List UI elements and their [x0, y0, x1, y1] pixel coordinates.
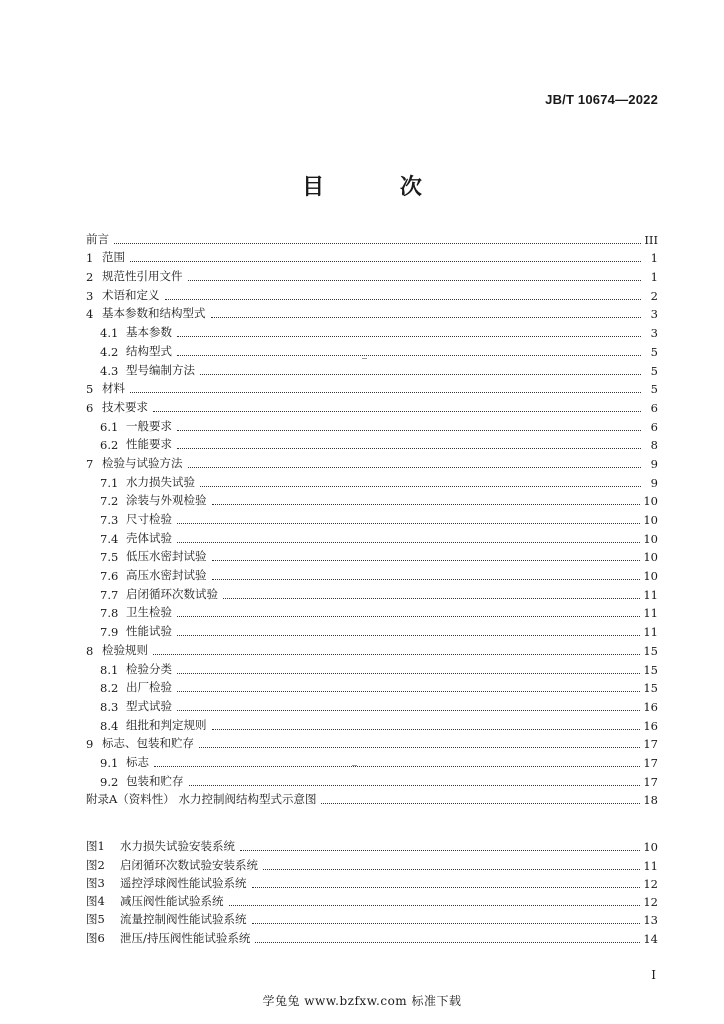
section-number: 3 — [86, 288, 94, 303]
page-ref: 15 — [643, 643, 658, 658]
section-number: 4.2 — [100, 344, 119, 359]
dot-leader — [165, 299, 642, 300]
page-ref: 11 — [643, 606, 658, 621]
section-number: 7.8 — [100, 606, 119, 621]
dot-leader — [211, 317, 642, 318]
toc-entry[interactable] — [86, 359, 658, 378]
toc-entry[interactable] — [86, 770, 658, 789]
section-title: 标志、包装和贮存 — [102, 736, 194, 751]
section-number: 4 — [86, 307, 94, 322]
figure-title: 减压阀性能试验系统 — [120, 894, 224, 909]
dot-leader — [177, 448, 641, 449]
section-number: 7.3 — [100, 513, 119, 527]
toc-entry[interactable] — [86, 490, 658, 509]
figure-title: 流量控制阀性能试验系统 — [120, 912, 247, 927]
page-ref: 3 — [650, 326, 658, 341]
toc-entry[interactable] — [86, 602, 658, 621]
section-title: 高压水密封试验 — [126, 568, 207, 583]
page-ref: 12 — [643, 876, 658, 891]
dot-leader — [177, 355, 641, 356]
figure-entry[interactable] — [86, 909, 658, 927]
figure-title: 启闭循环次数试验安装系统 — [120, 857, 258, 872]
page-ref: 15 — [643, 662, 658, 677]
section-title: 低压水密封试验 — [126, 549, 207, 564]
dot-leader — [177, 523, 640, 524]
page-ref: 11 — [643, 587, 658, 602]
section-title: 检验分类 — [126, 661, 172, 676]
page-ref: 10 — [643, 840, 658, 855]
toc-entry[interactable] — [86, 284, 658, 303]
toc-entry[interactable] — [86, 247, 658, 266]
toc-entry[interactable] — [86, 396, 658, 415]
dot-leader — [154, 766, 640, 767]
dot-leader — [212, 504, 641, 505]
toc-entry[interactable] — [86, 546, 658, 565]
dot-leader — [240, 850, 640, 851]
figure-entry[interactable] — [86, 854, 658, 872]
page-ref: 10 — [643, 513, 658, 527]
toc-entry[interactable] — [86, 508, 658, 527]
page-ref: 16 — [643, 699, 658, 714]
figure-entry[interactable] — [86, 873, 658, 891]
page-ref: 10 — [643, 569, 658, 584]
page-ref: 18 — [643, 793, 658, 808]
standard-code: JB/T 10674—2022 — [545, 92, 658, 107]
section-number: 6.1 — [100, 419, 119, 434]
toc-entry[interactable] — [86, 789, 658, 808]
dot-leader — [252, 923, 641, 924]
toc-entry[interactable] — [86, 340, 658, 359]
section-title: 水力损失试验 — [126, 474, 195, 489]
scan-speck — [352, 765, 357, 766]
page-ref: 5 — [650, 363, 658, 378]
section-number: 8 — [86, 643, 94, 658]
section-title: 启闭循环次数试验 — [126, 586, 218, 601]
toc-entry[interactable] — [86, 303, 658, 322]
section-title: 出厂检验 — [126, 680, 172, 695]
dot-leader — [114, 243, 641, 244]
dot-leader — [321, 803, 640, 804]
toc-entry[interactable] — [86, 228, 658, 247]
section-title: 前言 — [86, 231, 109, 246]
figure-number: 图2 — [86, 857, 105, 872]
toc-entry[interactable] — [86, 751, 658, 770]
dot-leader — [177, 542, 640, 543]
dot-leader — [153, 411, 641, 412]
section-number: 1 — [86, 251, 94, 266]
page-ref: 9 — [650, 475, 658, 490]
section-number: 4.3 — [100, 363, 119, 378]
section-title: 壳体试验 — [126, 530, 172, 545]
toc-entry[interactable] — [86, 378, 658, 397]
figure-number: 图3 — [86, 875, 105, 890]
toc-entry[interactable] — [86, 527, 658, 546]
section-title: 标志 — [126, 754, 149, 769]
dot-leader — [212, 560, 641, 561]
toc-entry[interactable] — [86, 677, 658, 696]
section-title: 检验与试验方法 — [102, 455, 183, 470]
page-ref: 16 — [643, 718, 658, 733]
toc-entry[interactable] — [86, 733, 658, 752]
page-ref: 15 — [643, 681, 658, 696]
figure-title: 水力损失试验安装系统 — [120, 839, 235, 854]
toc-entry[interactable] — [86, 620, 658, 639]
section-number: 7.6 — [100, 569, 119, 584]
toc-entry[interactable] — [86, 321, 658, 340]
section-number: 7.4 — [100, 531, 119, 546]
section-number: 2 — [86, 270, 94, 285]
figure-number: 图6 — [86, 930, 105, 945]
dot-leader — [188, 467, 642, 468]
section-title: 性能要求 — [126, 437, 172, 452]
figure-number: 图4 — [86, 894, 105, 909]
page-ref: 17 — [643, 755, 658, 770]
page-ref: III — [644, 232, 658, 247]
section-number: 8.3 — [100, 699, 119, 714]
page-ref: 12 — [643, 895, 658, 910]
page-ref: 10 — [643, 494, 658, 509]
figure-entry[interactable] — [86, 836, 658, 854]
dot-leader — [177, 430, 641, 431]
dot-leader — [223, 598, 640, 599]
page-ref: 17 — [643, 774, 658, 789]
page-ref: 2 — [650, 288, 658, 303]
page-ref: 11 — [643, 625, 658, 640]
section-title: 型号编制方法 — [126, 362, 195, 377]
page-ref: 3 — [650, 307, 658, 322]
page-number: I — [651, 968, 656, 982]
dot-leader — [130, 261, 641, 262]
page-ref: 10 — [643, 550, 658, 565]
section-title: 包装和贮存 — [126, 773, 184, 788]
dot-leader — [212, 579, 641, 580]
dot-leader — [255, 942, 640, 943]
dot-leader — [177, 710, 640, 711]
toc-entry[interactable] — [86, 452, 658, 471]
page-ref: 9 — [650, 456, 658, 471]
dot-leader — [229, 905, 641, 906]
toc-entry[interactable] — [86, 583, 658, 602]
section-number: 8.1 — [100, 662, 119, 677]
scan-speck — [362, 358, 367, 359]
figure-number: 图1 — [86, 839, 105, 854]
dot-leader — [177, 673, 640, 674]
page-ref: 11 — [643, 858, 658, 873]
toc-entry[interactable] — [86, 695, 658, 714]
page-ref: 10 — [643, 531, 658, 546]
section-title: 材料 — [102, 381, 125, 396]
dot-leader — [130, 392, 641, 393]
page-ref: 5 — [650, 344, 658, 359]
dot-leader — [212, 729, 641, 730]
toc-entry[interactable] — [86, 714, 658, 733]
page-title: 目 次 — [302, 174, 456, 200]
section-number: 9 — [86, 737, 94, 752]
page-ref: 6 — [650, 419, 658, 434]
section-title: 性能试验 — [126, 624, 172, 639]
section-number: 7.9 — [100, 625, 119, 640]
figure-entry[interactable] — [86, 891, 658, 909]
section-title: 附录A（资料性） 水力控制阀结构型式示意图 — [86, 792, 317, 807]
dot-leader — [177, 616, 640, 617]
section-title: 尺寸检验 — [126, 512, 172, 526]
section-title: 型式试验 — [126, 698, 172, 713]
dot-leader — [177, 635, 640, 636]
section-title: 基本参数 — [126, 325, 172, 340]
section-number: 9.1 — [100, 755, 119, 770]
section-number: 6.2 — [100, 438, 119, 453]
section-number: 7.2 — [100, 494, 119, 509]
list-of-figures — [86, 836, 658, 946]
page-ref: 14 — [643, 931, 658, 946]
section-title: 技术要求 — [102, 399, 148, 414]
section-title: 基本参数和结构型式 — [102, 306, 206, 321]
section-number: 7.7 — [100, 587, 119, 602]
section-number: 7 — [86, 456, 94, 471]
section-title: 结构型式 — [126, 343, 172, 358]
dot-leader — [153, 654, 640, 655]
watermark-footer: 学兔兔 www.bzfxw.com 标准下载 — [262, 994, 462, 1008]
page-ref: 17 — [643, 737, 658, 752]
section-title: 组批和判定规则 — [126, 717, 207, 732]
figure-title: 泄压/持压阀性能试验系统 — [120, 930, 251, 945]
table-of-contents — [86, 228, 658, 807]
toc-entry[interactable] — [86, 471, 658, 490]
section-title: 规范性引用文件 — [102, 269, 183, 284]
page-ref: 5 — [650, 382, 658, 397]
section-title: 一般要求 — [126, 418, 172, 433]
figure-title: 遥控浮球阀性能试验系统 — [120, 875, 247, 890]
page-ref: 1 — [650, 251, 658, 266]
toc-entry[interactable] — [86, 265, 658, 284]
dot-leader — [200, 486, 641, 487]
section-title: 术语和定义 — [102, 287, 160, 302]
section-number: 5 — [86, 382, 94, 397]
dot-leader — [177, 691, 640, 692]
dot-leader — [263, 869, 640, 870]
dot-leader — [188, 280, 642, 281]
section-title: 检验规则 — [102, 642, 148, 657]
toc-entry[interactable] — [86, 658, 658, 677]
section-number: 6 — [86, 400, 94, 415]
toc-entry[interactable] — [86, 639, 658, 658]
page-ref: 8 — [650, 438, 658, 453]
figure-entry[interactable] — [86, 927, 658, 945]
toc-entry[interactable] — [86, 434, 658, 453]
dot-leader — [200, 374, 641, 375]
section-title: 涂装与外观检验 — [126, 493, 207, 508]
section-number: 4.1 — [100, 326, 119, 341]
section-number: 7.5 — [100, 550, 119, 565]
page-ref: 1 — [650, 270, 658, 285]
section-number: 9.2 — [100, 774, 119, 789]
dot-leader — [252, 887, 641, 888]
section-title: 范围 — [102, 250, 125, 265]
section-number: 7.1 — [100, 475, 119, 490]
dot-leader — [177, 336, 641, 337]
dot-leader — [189, 785, 641, 786]
section-number: 8.4 — [100, 718, 119, 733]
dot-leader — [199, 747, 640, 748]
page-ref: 6 — [650, 400, 658, 415]
toc-entry[interactable] — [86, 564, 658, 583]
figure-number: 图5 — [86, 912, 105, 927]
section-number: 8.2 — [100, 681, 119, 696]
section-title: 卫生检验 — [126, 605, 172, 620]
page-ref: 13 — [643, 913, 658, 928]
toc-entry[interactable] — [86, 415, 658, 434]
